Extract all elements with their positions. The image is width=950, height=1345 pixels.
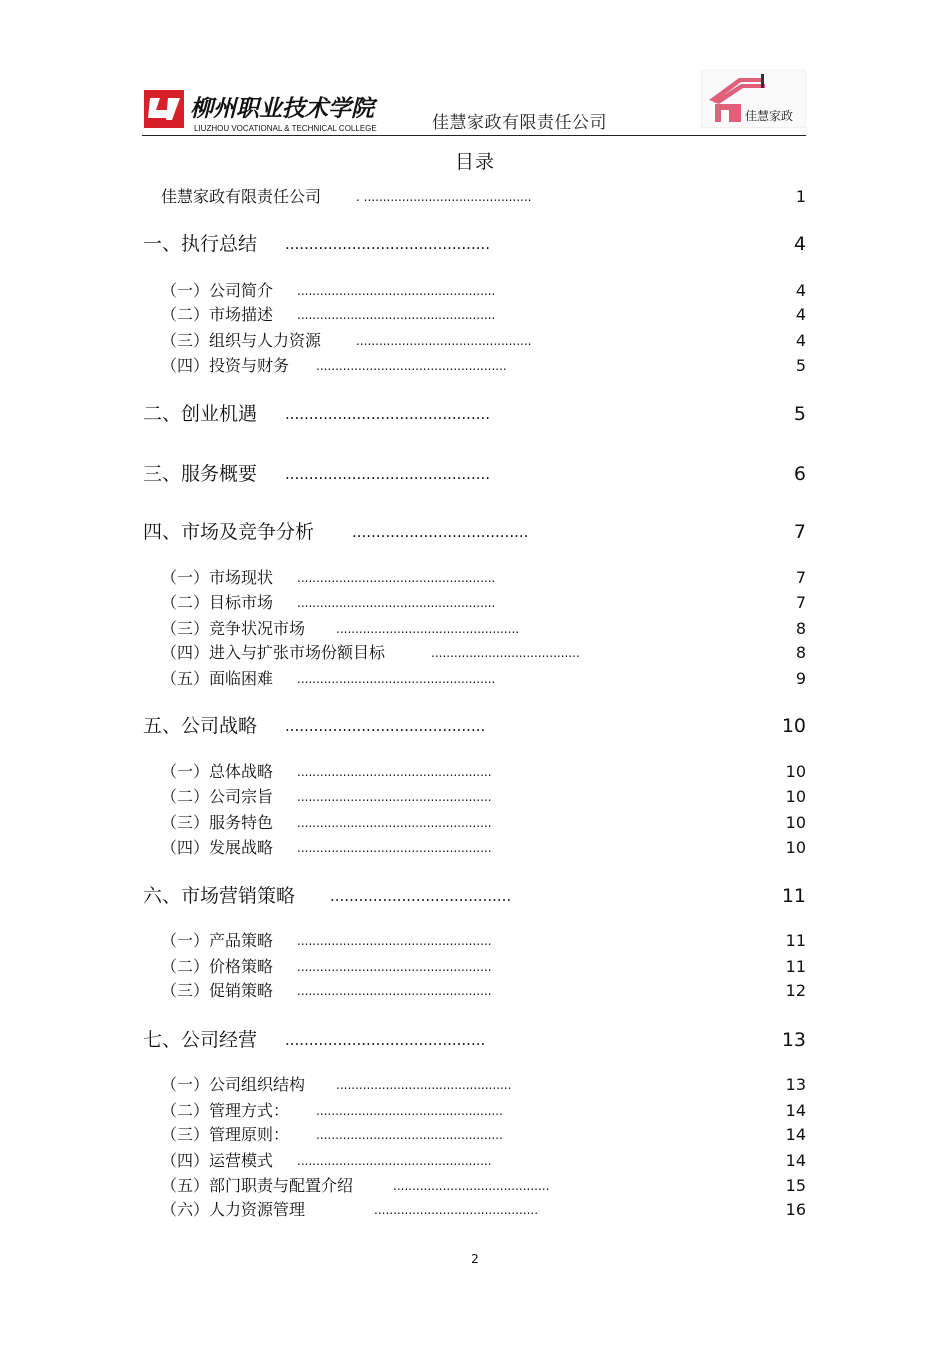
toc-leader-dots: ................................................. <box>316 1128 503 1142</box>
toc-entry-title: （四）运营模式 <box>161 1151 274 1170</box>
toc-leader-dots: ........................................... <box>285 405 491 423</box>
toc-page-number: 10 <box>785 838 806 857</box>
toc-page-number: 10 <box>785 762 806 781</box>
toc-leader-dots: ........................................... <box>285 235 491 253</box>
toc-entry-title: （四）进入与扩张市场份额目标 <box>161 643 386 662</box>
toc-entry-title: 佳慧家政有限责任公司 <box>161 187 322 206</box>
toc-leader-dots: ................................................... <box>297 1154 492 1168</box>
toc-entry-title: （二）管理方式： <box>161 1101 290 1120</box>
toc-leader-dots: ..................................... <box>352 523 529 541</box>
toc-leader-dots: ................................................... <box>297 934 492 948</box>
toc-entry-title: （六）人力资源管理 <box>161 1200 306 1219</box>
toc-entry-title: （二）目标市场 <box>161 593 274 612</box>
toc-leader-dots: ......................................... <box>393 1179 550 1193</box>
toc-entry[interactable] <box>0 669 950 689</box>
toc-leader-dots: .................................................... <box>297 596 496 610</box>
toc-entry-title: 五、公司战略 <box>143 715 258 737</box>
toc-page-number: 11 <box>785 931 806 950</box>
toc-entry[interactable] <box>0 957 950 977</box>
toc-entry-title: 三、服务概要 <box>143 463 258 485</box>
toc-leader-dots: . ............................................ <box>356 190 532 204</box>
toc-entry-title: （二）价格策略 <box>161 957 274 976</box>
toc-entry-title: （五）部门职责与配置介绍 <box>161 1176 354 1195</box>
toc-leader-dots: ................................................... <box>297 960 492 974</box>
college-logo <box>142 88 384 134</box>
toc-entry[interactable] <box>0 593 950 613</box>
toc-entry[interactable] <box>0 231 950 257</box>
toc-leader-dots: .............................................. <box>336 1078 512 1092</box>
toc-page-number: 4 <box>795 305 806 324</box>
toc-entry[interactable] <box>0 1075 950 1095</box>
toc-page-number: 4 <box>795 331 806 350</box>
toc-entry-title: 二、创业机遇 <box>143 403 258 425</box>
toc-entry-title: （三）服务特色 <box>161 813 274 832</box>
toc-entry[interactable] <box>0 643 950 663</box>
toc-leader-dots: ....................................... <box>431 646 580 660</box>
toc-page-number: 4 <box>795 281 806 300</box>
toc-leader-dots: ........................................... <box>374 1203 539 1217</box>
toc-leader-dots: .......................................... <box>285 1031 486 1049</box>
toc-entry-title: （四）发展战略 <box>161 838 274 857</box>
header-company-name: 佳慧家政有限责任公司 <box>432 113 607 133</box>
toc-entry-title: 六、市场营销策略 <box>143 885 296 907</box>
toc-page-number: 14 <box>785 1101 806 1120</box>
toc-entry[interactable] <box>0 401 950 427</box>
toc-entry[interactable] <box>0 787 950 807</box>
toc-leader-dots: .................................................... <box>297 308 496 322</box>
toc-entry[interactable] <box>0 1125 950 1145</box>
toc-entry-title: （三）促销策略 <box>161 981 274 1000</box>
toc-page-number: 7 <box>795 593 806 612</box>
toc-entry-title: （三）组织与人力资源 <box>161 331 322 350</box>
toc-entry[interactable] <box>0 838 950 858</box>
toc-entry-title: （三）竞争状况市场 <box>161 619 306 638</box>
toc-entry-title: （一）公司组织结构 <box>161 1075 306 1094</box>
toc-page-number: 10 <box>785 787 806 806</box>
toc-page-number: 6 <box>793 463 806 485</box>
toc-leader-dots: .................................................... <box>297 284 496 298</box>
toc-entry-title: 七、公司经营 <box>143 1029 258 1051</box>
toc-page-number: 1 <box>795 187 806 206</box>
toc-page-number: 11 <box>781 885 806 907</box>
toc-entry[interactable] <box>0 356 950 376</box>
toc-page-number: 14 <box>785 1151 806 1170</box>
toc-leader-dots: ...................................... <box>330 887 512 905</box>
toc-leader-dots: ................................................ <box>336 622 520 636</box>
toc-leader-dots: .................................................... <box>297 672 496 686</box>
page-number: 2 <box>471 1252 479 1266</box>
toc-page-number: 8 <box>795 619 806 638</box>
toc-entry-title: （三）管理原则： <box>161 1125 290 1144</box>
toc-page-number: 4 <box>793 233 806 255</box>
toc-entry-title: （二）市场描述 <box>161 305 274 324</box>
toc-page-number: 9 <box>795 669 806 688</box>
toc-entry[interactable] <box>0 281 950 301</box>
toc-entry-title: （五）面临困难 <box>161 669 274 688</box>
toc-page-number: 7 <box>793 521 806 543</box>
toc-page-number: 5 <box>793 403 806 425</box>
toc-page-number: 8 <box>795 643 806 662</box>
toc-page-number: 11 <box>785 957 806 976</box>
toc-entry-title: （一）公司简介 <box>161 281 274 300</box>
toc-entry-title: （一）产品策略 <box>161 931 274 950</box>
toc-entry-title: （四）投资与财务 <box>161 356 290 375</box>
toc-entry[interactable] <box>0 981 950 1001</box>
toc-entry[interactable] <box>0 1200 950 1220</box>
toc-leader-dots: .................................................... <box>297 571 496 585</box>
toc-leader-dots: ................................................... <box>297 816 492 830</box>
toc-entry-title: （一）市场现状 <box>161 568 274 587</box>
toc-leader-dots: ................................................... <box>297 790 492 804</box>
toc-entry[interactable] <box>0 331 950 351</box>
toc-entry[interactable] <box>0 813 950 833</box>
toc-page-number: 10 <box>781 715 806 737</box>
toc-leader-dots: ................................................... <box>297 765 492 779</box>
toc-entry[interactable] <box>0 461 950 487</box>
toc-entry[interactable] <box>0 931 950 951</box>
toc-page-number: 12 <box>785 981 806 1000</box>
toc-page-number: 5 <box>795 356 806 375</box>
toc-leader-dots: .......................................... <box>285 717 486 735</box>
page-header <box>142 70 806 136</box>
toc-entry-title: 一、执行总结 <box>143 233 258 255</box>
toc-leader-dots: ................................................... <box>297 841 492 855</box>
toc-entry[interactable] <box>0 305 950 325</box>
toc-page-number: 15 <box>785 1176 806 1195</box>
toc-entry[interactable] <box>0 713 950 739</box>
college-name-en: LIUZHOU VOCATIONAL & TECHNICAL COLLEGE <box>194 124 377 133</box>
toc-page-number: 16 <box>785 1200 806 1219</box>
toc-page-number: 13 <box>785 1075 806 1094</box>
toc-entry[interactable] <box>0 619 950 639</box>
toc-entry[interactable] <box>0 762 950 782</box>
company-logo-text: 佳慧家政 <box>745 109 794 123</box>
toc-title: 目录 <box>454 151 495 173</box>
toc-entry[interactable] <box>0 568 950 588</box>
toc-entry[interactable] <box>0 1101 950 1121</box>
toc-entry[interactable] <box>0 187 950 207</box>
toc-leader-dots: ........................................... <box>285 465 491 483</box>
toc-entry[interactable] <box>0 519 950 545</box>
toc-leader-dots: ................................................. <box>316 1104 503 1118</box>
toc-entry[interactable] <box>0 1176 950 1196</box>
toc-entry-title: （二）公司宗旨 <box>161 787 274 806</box>
header-divider <box>142 135 806 136</box>
toc-page-number: 7 <box>795 568 806 587</box>
toc-entry[interactable] <box>0 883 950 909</box>
toc-page-number: 10 <box>785 813 806 832</box>
toc-leader-dots: .............................................. <box>356 334 532 348</box>
toc-page-number: 14 <box>785 1125 806 1144</box>
college-name: 柳州职业技术学院 <box>190 95 374 122</box>
company-logo <box>701 70 806 128</box>
toc-leader-dots: ................................................... <box>297 984 492 998</box>
toc-leader-dots: .................................................. <box>316 359 507 373</box>
toc-page-number: 13 <box>781 1029 806 1051</box>
toc-entry[interactable] <box>0 1151 950 1171</box>
toc-entry-title: （一）总体战略 <box>161 762 274 781</box>
toc-entry[interactable] <box>0 1027 950 1053</box>
toc-entry-title: 四、市场及竞争分析 <box>143 521 315 543</box>
